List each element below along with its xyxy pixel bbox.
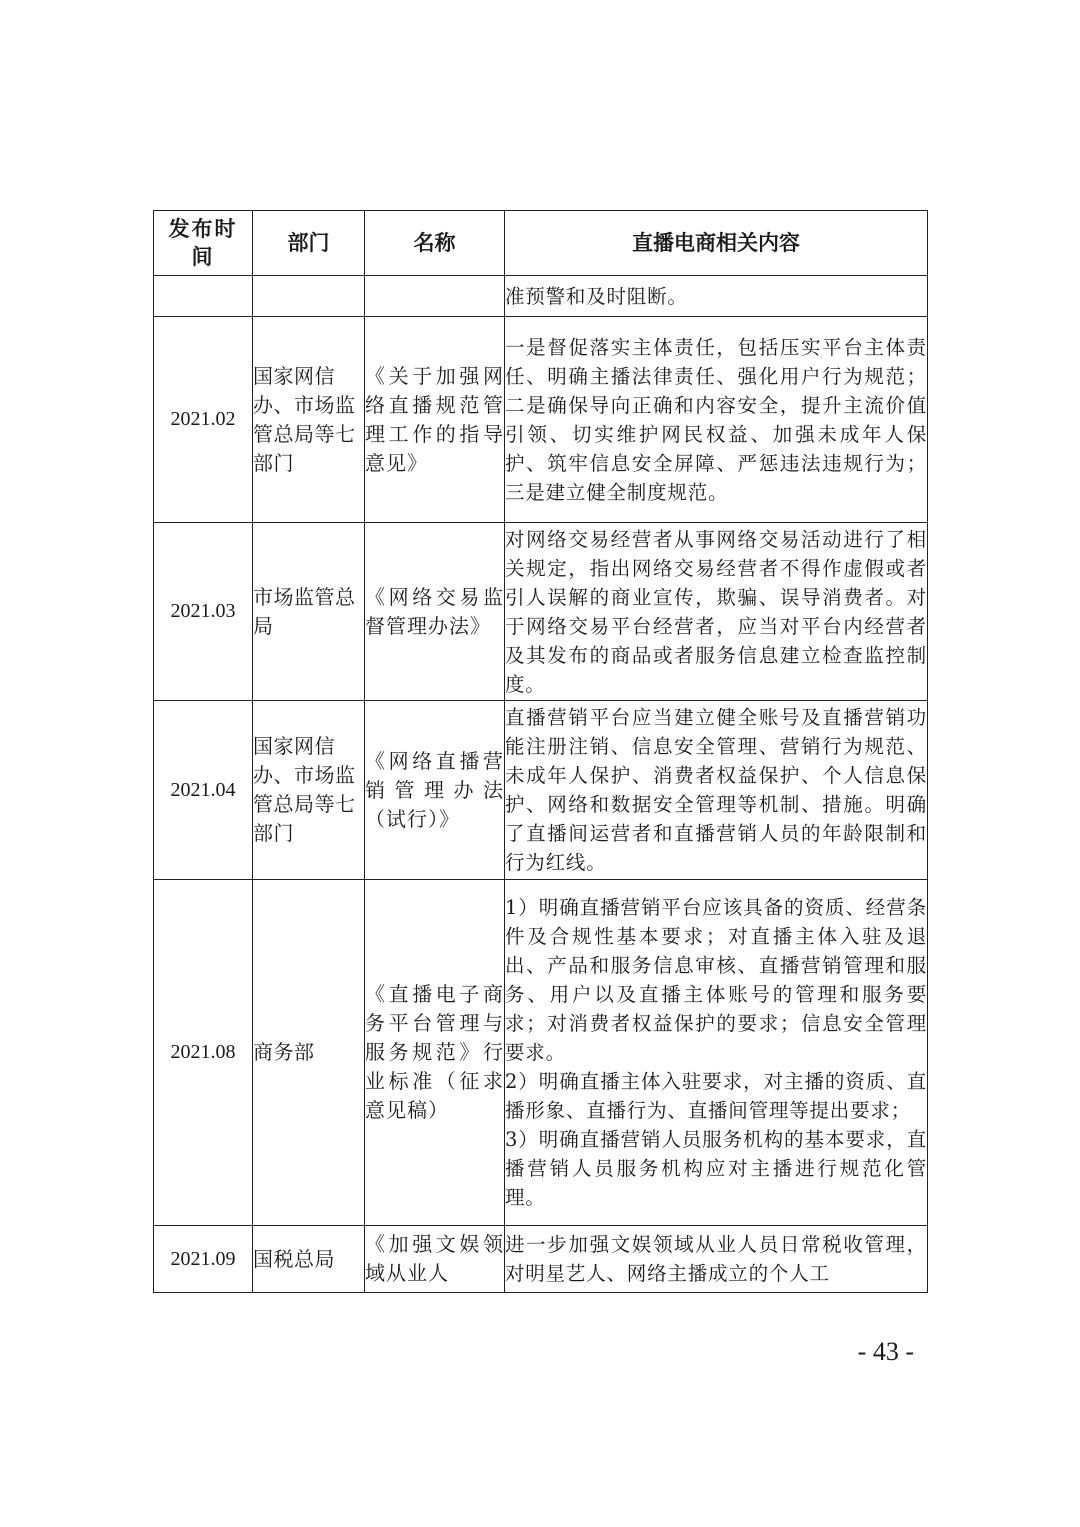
cell-content	[505, 1226, 928, 1293]
table-row	[154, 701, 928, 880]
cell-name	[365, 276, 505, 317]
content-paragraph: 直播营销平台应当建立健全账号及直播营销功能注册注销、信息安全管理、营销行为规范、未成年人保护、消费者权益保护、个人信息保护、网络和数据安全管理等机制、措施。明确了直播间运营者和直播营销人员的年龄限制和行为红线。	[505, 706, 927, 874]
cell-name: 《加强文娱领域从业人	[365, 1226, 505, 1293]
content-paragraph: 一是督促落实主体责任，包括压实平台主体责任、明确主播法律责任、强化用户行为规范；二是确保导向正确和内容安全，提升主流价值引领、切实维护网民权益、加强未成年人保护、筑牢信息安全屏障、严惩违法违规行为；三是建立健全制度规范。	[505, 335, 927, 504]
header-dept: 部门	[253, 211, 365, 276]
cell-dept: 市场监管总局	[253, 523, 365, 701]
cell-dept: 商务部	[253, 880, 365, 1226]
cell-date: 2021.04	[154, 701, 253, 880]
header-date: 发布时间	[154, 211, 253, 276]
cell-name: 《网络交易监督管理办法》	[365, 523, 505, 701]
cell-content	[505, 701, 928, 880]
cell-content	[505, 317, 928, 523]
header-name: 名称	[365, 211, 505, 276]
cell-date: 2021.03	[154, 523, 253, 701]
cell-dept: 国家网信办、市场监管总局等七部门	[253, 317, 365, 523]
cell-dept	[253, 276, 365, 317]
table-row	[154, 317, 928, 523]
content-paragraph: 1）明确直播营销平台应该具备的资质、经营条件及合规性基本要求；对直播主体入驻及退出、产品和服务信息审核、直播营销管理和服务、用户以及直播主体账号的管理和服务要求；对消费者权益保护的要求；信息安全管理要求。	[505, 896, 927, 1064]
cell-date: 2021.02	[154, 317, 253, 523]
cell-content	[505, 880, 928, 1226]
header-content: 直播电商相关内容	[505, 211, 928, 276]
cell-name: 《网络直播营销管理办法（试行）》	[365, 701, 505, 880]
cell-dept: 国税总局	[253, 1226, 365, 1293]
cell-date	[154, 276, 253, 317]
content-paragraph: 进一步加强文娱领域从业人员日常税收管理，对明星艺人、网络主播成立的个人工	[505, 1233, 927, 1285]
table-row	[154, 1226, 928, 1293]
table-row	[154, 880, 928, 1226]
page-number: - 43 -	[857, 1337, 914, 1366]
cell-date: 2021.09	[154, 1226, 253, 1293]
cell-date: 2021.08	[154, 880, 253, 1226]
table-header-row	[154, 211, 928, 276]
table-row	[154, 523, 928, 701]
content-paragraph: 对网络交易经营者从事网络交易活动进行了相关规定，指出网络交易经营者不得作虚假或者引人误解的商业宣传，欺骗、误导消费者。对于网络交易平台经营者，应当对平台内经营者及其发布的商品或者服务信息建立检查监控制度。	[505, 527, 927, 696]
content-paragraph: 3）明确直播营销人员服务机构的基本要求，直播营销人员服务机构应对主播进行规范化管理。	[505, 1128, 927, 1209]
policy-table	[153, 210, 928, 1293]
content-paragraph: 2）明确直播主体入驻要求，对主播的资质、直播形象、直播行为、直播间管理等提出要求；	[505, 1070, 927, 1122]
cell-dept: 国家网信办、市场监管总局等七部门	[253, 701, 365, 880]
cell-content: 准预警和及时阻断。	[505, 276, 928, 317]
table-row-continuation	[154, 276, 928, 317]
cell-name: 《关于加强网络直播规范管理工作的指导意见》	[365, 317, 505, 523]
cell-name: 《直播电子商务平台管理与服务规范》行业标准（征求意见稿）	[365, 880, 505, 1226]
cell-content	[505, 523, 928, 701]
